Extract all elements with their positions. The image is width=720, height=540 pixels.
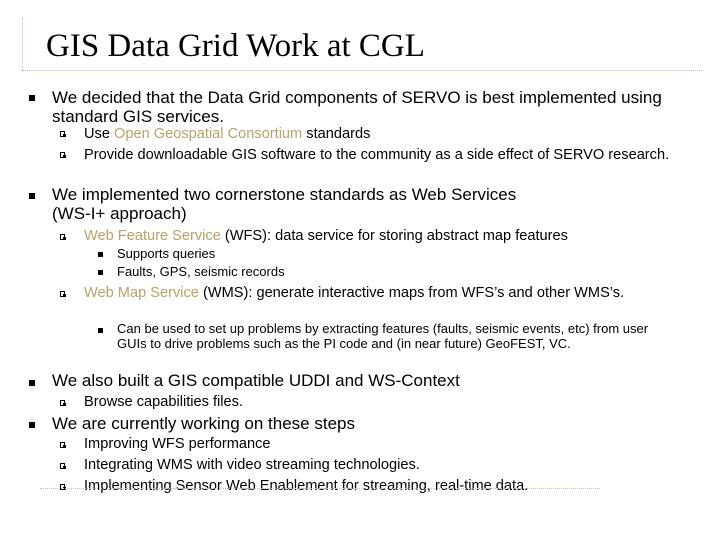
bullet-4-sub-1: Improving WFS performance [84, 436, 271, 452]
bullet-1-sub-2: Provide downloadable GIS software to the community as a side effect of SERVO research. [84, 147, 670, 163]
sub-bullet-icon [60, 131, 65, 137]
bullet-1-text: We decided that the Data Grid components of SERVO is best implemented using standard GIS services. [52, 88, 662, 126]
sub-bullet-icon [60, 400, 65, 406]
bullet-3-text: We also built a GIS compatible UDDI and WS-Context [52, 371, 460, 390]
bullet-icon [29, 95, 35, 101]
bullet-2-sub-2 [84, 285, 664, 301]
bullet-2-sub-1 [84, 228, 704, 244]
slide-title: GIS Data Grid Work at CGL [46, 28, 425, 64]
text-span: Use [84, 126, 115, 142]
bullet-2-sub-1-item-2: Faults, GPS, seismic records [117, 264, 285, 279]
bullet-2-sub-2-item-1: Can be used to set up problems by extracting features (faults, seismic events, etc) from user GUIs to drive problems such as the PI code and (in near future) GeoFEST, VC. [117, 321, 649, 351]
bullet-2-sub-1-item-1: Supports queries [117, 246, 216, 261]
text-span: standards [302, 126, 371, 142]
bottom-rule [40, 488, 600, 489]
sub-bullet-icon [60, 463, 65, 469]
bullet-1-sub-1 [84, 126, 704, 142]
bullet-4-sub-2: Integrating WMS with video streaming technologies. [84, 457, 420, 473]
bullet-icon [29, 380, 35, 386]
bullet-icon [98, 270, 103, 275]
bullet-4-text: We are currently working on these steps [52, 414, 355, 433]
ogc-link[interactable]: Open Geospatial Consortium [114, 126, 303, 142]
text-span: (WMS): generate interactive maps from WFS’s and other WMS’s. [198, 285, 625, 301]
text-span: (WFS): data service for storing abstract map features [220, 228, 568, 244]
bullet-icon [29, 193, 35, 199]
sub-bullet-icon [60, 152, 65, 158]
sub-bullet-icon [60, 442, 65, 448]
sub-bullet-icon [60, 234, 65, 240]
wms-link[interactable]: Web Map Service [84, 285, 199, 301]
wfs-link[interactable]: Web Feature Service [84, 228, 221, 244]
sub-bullet-icon [60, 484, 65, 490]
title-rule [22, 70, 702, 71]
bullet-icon [98, 252, 103, 257]
bullet-2-text: We implemented two cornerstone standards as Web Services (WS-I+ approach) [52, 185, 517, 223]
bullet-4-sub-3: Implementing Sensor Web Enablement for streaming, real-time data. [84, 478, 529, 494]
bullet-icon [29, 422, 35, 428]
sub-bullet-icon [60, 291, 65, 297]
bullet-icon [98, 328, 103, 333]
title-rule-left [22, 18, 23, 70]
bullet-3-sub-1: Browse capabilities files. [84, 394, 243, 410]
